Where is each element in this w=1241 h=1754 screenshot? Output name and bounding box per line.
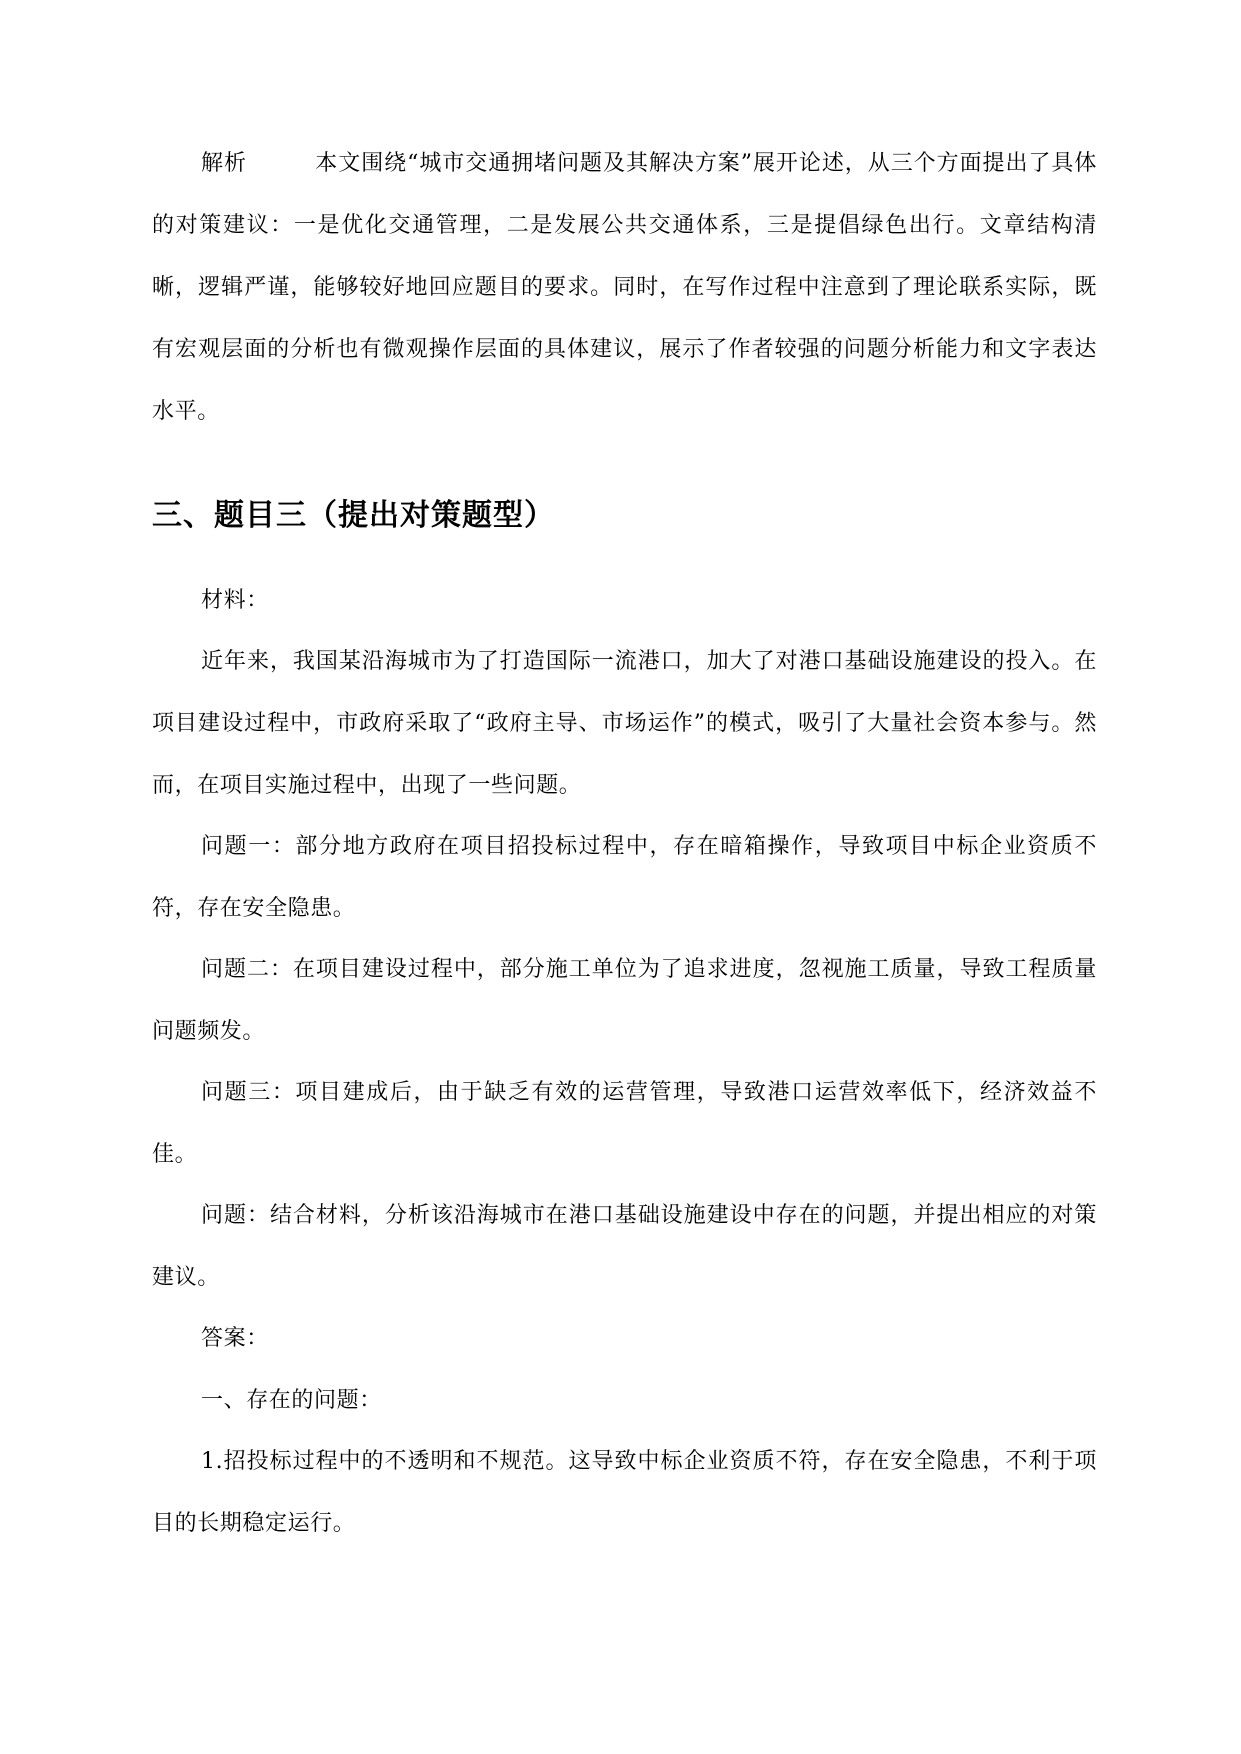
answer-label: 答案： bbox=[201, 1326, 269, 1351]
section-heading: 三、题目三（提出对策题型） bbox=[152, 498, 555, 533]
answer-point-one: 1.招投标过程中的不透明和不规范。这导致中标企业资质不符，存在安全隐患，不利于项目的长期稳定运行。 bbox=[152, 1449, 1097, 1536]
material-label: 材料： bbox=[201, 588, 269, 613]
problem-three: 问题三：项目建成后，由于缺乏有效的运营管理，导致港口运营效率低下，经济效益不佳。 bbox=[152, 1080, 1097, 1167]
analysis-paragraph bbox=[152, 133, 1097, 443]
problem-two: 问题二：在项目建设过程中，部分施工单位为了追求进度，忽视施工质量，导致工程质量问题频发。 bbox=[152, 957, 1097, 1044]
problem-one: 问题一：部分地方政府在项目招投标过程中，存在暗箱操作，导致项目中标企业资质不符，存在安全隐患。 bbox=[152, 834, 1097, 921]
material-paragraph: 近年来，我国某沿海城市为了打造国际一流港口，加大了对港口基础设施建设的投入。在项目建设过程中，市政府采取了“政府主导、市场运作”的模式，吸引了大量社会资本参与。然而，在项目实施过程中，出现了一些问题。 bbox=[152, 649, 1097, 798]
analysis-label: 解析 bbox=[201, 151, 247, 176]
analysis-text: 本文围绕“城市交通拥堵问题及其解决方案”展开论述，从三个方面提出了具体的对策建议：一是优化交通管理，二是发展公共交通体系，三是提倡绿色出行。文章结构清晰，逻辑严谨，能够较好地回应题目的要求。同时，在写作过程中注意到了理论联系实际，既有宏观层面的分析也有微观操作层面的具体建议，展示了作者较强的问题分析能力和文字表达水平。 bbox=[152, 151, 1097, 424]
answer-subheading: 一、存在的问题： bbox=[201, 1388, 382, 1413]
question-paragraph: 问题：结合材料，分析该沿海城市在港口基础设施建设中存在的问题，并提出相应的对策建议。 bbox=[152, 1203, 1097, 1290]
